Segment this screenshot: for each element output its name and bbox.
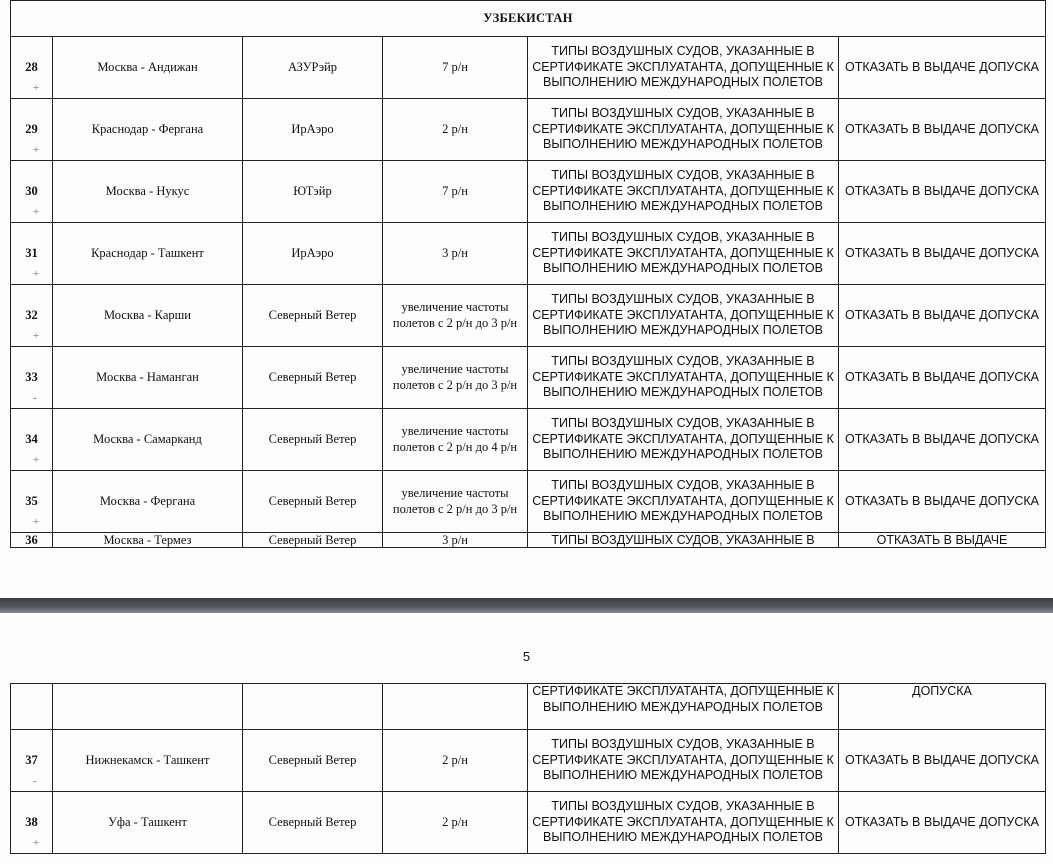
table-row — [11, 409, 1046, 471]
decision-cell: ОТКАЗАТЬ В ВЫДАЧЕ ДОПУСКА — [839, 285, 1046, 347]
page-number: 5 — [522, 649, 531, 664]
route-cell: Москва - Самарканд — [53, 409, 243, 471]
row-number: 33 — [25, 369, 38, 384]
airline-cell: Северный Ветер — [243, 792, 383, 854]
table-row-partial — [11, 533, 1046, 548]
decision-cell: ОТКАЗАТЬ В ВЫДАЧЕ ДОПУСКА — [839, 792, 1046, 854]
handwritten-check-mark: + — [33, 81, 40, 94]
handwritten-check-mark: - — [33, 774, 37, 787]
row-number-cell — [11, 99, 53, 161]
row-number-cell — [11, 409, 53, 471]
document-page-lower — [0, 613, 1053, 864]
decision-cell: ОТКАЗАТЬ В ВЫДАЧЕ ДОПУСКА — [839, 161, 1046, 223]
aircraft-type-cell: ТИПЫ ВОЗДУШНЫХ СУДОВ, УКАЗАННЫЕ В СЕРТИФИКАТЕ ЭКСПЛУАТАНТА, ДОПУЩЕННЫЕ К ВЫПОЛНЕНИЮ МЕЖДУНАРОДНЫХ ПОЛЕТОВ — [528, 792, 839, 854]
table-row — [11, 792, 1046, 854]
continuation-row — [11, 684, 1046, 730]
handwritten-check-mark: + — [33, 329, 40, 342]
frequency-cell: 3 р/н — [383, 223, 528, 285]
route-cell: Нижнекамск - Ташкент — [53, 730, 243, 792]
handwritten-check-mark: + — [33, 205, 40, 218]
aircraft-type-cell: ТИПЫ ВОЗДУШНЫХ СУДОВ, УКАЗАННЫЕ В СЕРТИФИКАТЕ ЭКСПЛУАТАНТА, ДОПУЩЕННЫЕ К ВЫПОЛНЕНИЮ МЕЖДУНАРОДНЫХ ПОЛЕТОВ — [528, 471, 839, 533]
decision-cell: ОТКАЗАТЬ В ВЫДАЧЕ ДОПУСКА — [839, 223, 1046, 285]
decision-cell: ОТКАЗАТЬ В ВЫДАЧЕ — [839, 533, 1046, 548]
route-cell: Уфа - Ташкент — [53, 792, 243, 854]
section-header-row — [11, 1, 1046, 37]
airline-cell: ИрАэро — [243, 223, 383, 285]
row-number: 34 — [25, 431, 38, 446]
frequency-cell — [383, 684, 528, 730]
decision-cell: ОТКАЗАТЬ В ВЫДАЧЕ ДОПУСКА — [839, 409, 1046, 471]
handwritten-check-mark: + — [33, 453, 40, 466]
aircraft-type-cell: ТИПЫ ВОЗДУШНЫХ СУДОВ, УКАЗАННЫЕ В СЕРТИФИКАТЕ ЭКСПЛУАТАНТА, ДОПУЩЕННЫЕ К ВЫПОЛНЕНИЮ МЕЖДУНАРОДНЫХ ПОЛЕТОВ — [528, 99, 839, 161]
frequency-cell: 2 р/н — [383, 99, 528, 161]
row-number-cell — [11, 730, 53, 792]
decision-cell: ОТКАЗАТЬ В ВЫДАЧЕ ДОПУСКА — [839, 730, 1046, 792]
airline-cell: ЮТэйр — [243, 161, 383, 223]
table-row — [11, 37, 1046, 99]
aircraft-type-cell: ТИПЫ ВОЗДУШНЫХ СУДОВ, УКАЗАННЫЕ В СЕРТИФИКАТЕ ЭКСПЛУАТАНТА, ДОПУЩЕННЫЕ К ВЫПОЛНЕНИЮ МЕЖДУНАРОДНЫХ ПОЛЕТОВ — [528, 223, 839, 285]
row-number: 37 — [25, 752, 38, 767]
frequency-cell: 7 р/н — [383, 161, 528, 223]
decision-cell: ДОПУСКА — [839, 684, 1046, 730]
route-cell: Москва - Наманган — [53, 347, 243, 409]
row-number: 35 — [25, 493, 38, 508]
row-number: 28 — [25, 59, 38, 74]
route-cell: Краснодар - Фергана — [53, 99, 243, 161]
frequency-cell: 2 р/н — [383, 730, 528, 792]
table-row — [11, 99, 1046, 161]
airline-cell: Северный Ветер — [243, 533, 383, 548]
handwritten-check-mark: + — [33, 143, 40, 156]
row-number-cell — [11, 161, 53, 223]
airline-cell: Северный Ветер — [243, 730, 383, 792]
route-cell: Москва - Фергана — [53, 471, 243, 533]
routes-table-upper — [10, 0, 1046, 548]
row-number: 38 — [25, 814, 38, 829]
decision-cell: ОТКАЗАТЬ В ВЫДАЧЕ ДОПУСКА — [839, 99, 1046, 161]
frequency-cell: 2 р/н — [383, 792, 528, 854]
route-cell: Москва - Нукус — [53, 161, 243, 223]
aircraft-type-cell: ТИПЫ ВОЗДУШНЫХ СУДОВ, УКАЗАННЫЕ В СЕРТИФИКАТЕ ЭКСПЛУАТАНТА, ДОПУЩЕННЫЕ К ВЫПОЛНЕНИЮ МЕЖДУНАРОДНЫХ ПОЛЕТОВ — [528, 409, 839, 471]
handwritten-check-mark: + — [33, 515, 40, 528]
route-cell: Москва - Термез — [53, 533, 243, 548]
table-row — [11, 285, 1046, 347]
frequency-cell: увеличение частоты полетов с 2 р/н до 4 р/н — [383, 409, 528, 471]
table-row — [11, 161, 1046, 223]
row-number-cell: 36 — [11, 533, 53, 548]
handwritten-check-mark: + — [33, 267, 40, 280]
page-separator — [0, 598, 1053, 613]
row-number: 29 — [25, 121, 38, 136]
row-number: 30 — [25, 183, 38, 198]
route-cell: Москва - Карши — [53, 285, 243, 347]
frequency-cell: 3 р/н — [383, 533, 528, 548]
table-row — [11, 347, 1046, 409]
frequency-cell: увеличение частоты полетов с 2 р/н до 3 р/н — [383, 471, 528, 533]
route-cell: Москва - Андижан — [53, 37, 243, 99]
row-number-cell — [11, 684, 53, 730]
aircraft-type-cell: ТИПЫ ВОЗДУШНЫХ СУДОВ, УКАЗАННЫЕ В — [528, 533, 839, 548]
airline-cell: Северный Ветер — [243, 347, 383, 409]
airline-cell: ИрАэро — [243, 99, 383, 161]
table-row — [11, 471, 1046, 533]
row-number-cell — [11, 285, 53, 347]
airline-cell: Северный Ветер — [243, 409, 383, 471]
aircraft-type-cell: ТИПЫ ВОЗДУШНЫХ СУДОВ, УКАЗАННЫЕ В СЕРТИФИКАТЕ ЭКСПЛУАТАНТА, ДОПУЩЕННЫЕ К ВЫПОЛНЕНИЮ МЕЖДУНАРОДНЫХ ПОЛЕТОВ — [528, 730, 839, 792]
row-number-cell — [11, 471, 53, 533]
handwritten-check-mark: - — [33, 391, 37, 404]
decision-cell: ОТКАЗАТЬ В ВЫДАЧЕ ДОПУСКА — [839, 471, 1046, 533]
row-number-cell — [11, 37, 53, 99]
aircraft-type-cell: СЕРТИФИКАТЕ ЭКСПЛУАТАНТА, ДОПУЩЕННЫЕ К ВЫПОЛНЕНИЮ МЕЖДУНАРОДНЫХ ПОЛЕТОВ — [528, 684, 839, 730]
aircraft-type-cell: ТИПЫ ВОЗДУШНЫХ СУДОВ, УКАЗАННЫЕ В СЕРТИФИКАТЕ ЭКСПЛУАТАНТА, ДОПУЩЕННЫЕ К ВЫПОЛНЕНИЮ МЕЖДУНАРОДНЫХ ПОЛЕТОВ — [528, 347, 839, 409]
aircraft-type-cell: ТИПЫ ВОЗДУШНЫХ СУДОВ, УКАЗАННЫЕ В СЕРТИФИКАТЕ ЭКСПЛУАТАНТА, ДОПУЩЕННЫЕ К ВЫПОЛНЕНИЮ МЕЖДУНАРОДНЫХ ПОЛЕТОВ — [528, 37, 839, 99]
airline-cell: АЗУРэйр — [243, 37, 383, 99]
aircraft-type-cell: ТИПЫ ВОЗДУШНЫХ СУДОВ, УКАЗАННЫЕ В СЕРТИФИКАТЕ ЭКСПЛУАТАНТА, ДОПУЩЕННЫЕ К ВЫПОЛНЕНИЮ МЕЖДУНАРОДНЫХ ПОЛЕТОВ — [528, 285, 839, 347]
row-number: 32 — [25, 307, 38, 322]
table-row — [11, 730, 1046, 792]
route-cell — [53, 684, 243, 730]
row-number-cell — [11, 347, 53, 409]
frequency-cell: 7 р/н — [383, 37, 528, 99]
route-cell: Краснодар - Ташкент — [53, 223, 243, 285]
section-title: УЗБЕКИСТАН — [11, 1, 1046, 37]
routes-table-lower — [10, 683, 1046, 854]
frequency-cell: увеличение частоты полетов с 2 р/н до 3 р/н — [383, 347, 528, 409]
aircraft-type-cell: ТИПЫ ВОЗДУШНЫХ СУДОВ, УКАЗАННЫЕ В СЕРТИФИКАТЕ ЭКСПЛУАТАНТА, ДОПУЩЕННЫЕ К ВЫПОЛНЕНИЮ МЕЖДУНАРОДНЫХ ПОЛЕТОВ — [528, 161, 839, 223]
table-row — [11, 223, 1046, 285]
handwritten-check-mark: + — [33, 836, 40, 849]
row-number-cell — [11, 792, 53, 854]
decision-cell: ОТКАЗАТЬ В ВЫДАЧЕ ДОПУСКА — [839, 347, 1046, 409]
airline-cell: Северный Ветер — [243, 471, 383, 533]
frequency-cell: увеличение частоты полетов с 2 р/н до 3 р/н — [383, 285, 528, 347]
row-number-cell — [11, 223, 53, 285]
row-number: 31 — [25, 245, 38, 260]
decision-cell: ОТКАЗАТЬ В ВЫДАЧЕ ДОПУСКА — [839, 37, 1046, 99]
airline-cell: Северный Ветер — [243, 285, 383, 347]
airline-cell — [243, 684, 383, 730]
